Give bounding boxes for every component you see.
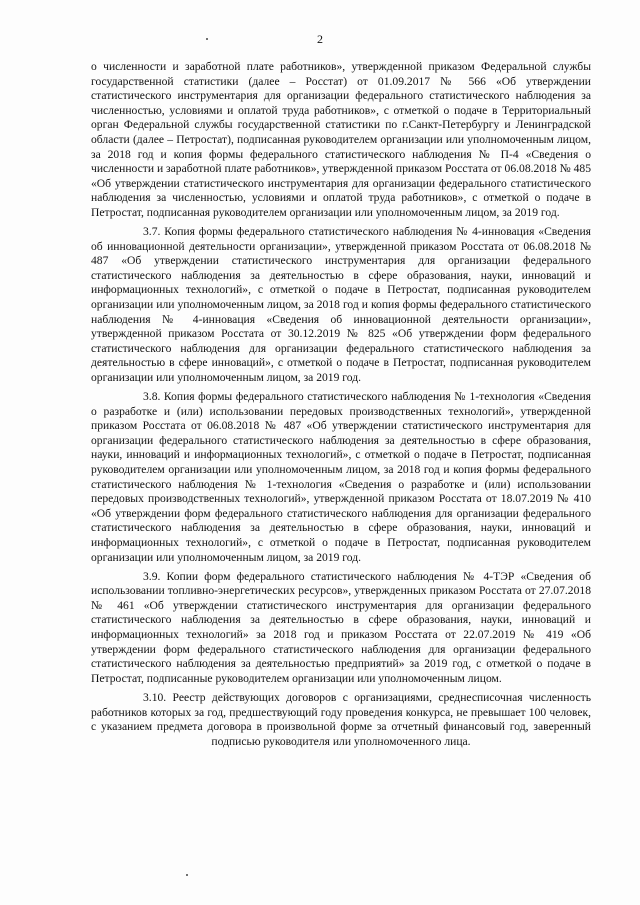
page-number: 2: [317, 32, 323, 46]
paragraph-3-9: 3.9. Копии форм федерального статистического наблюдения № 4-ТЭР «Сведения об использовании топливно-энергетических ресурсов», утвержденных приказом Росстата от 27.07.2018 № 461 «Об утверждении статистического инструментария для организации федерального статистического наблюдения за деятельностью в сфере образования, науки, инноваций и информационных технологий» за 2018 год и приказом Росстата от 22.07.2019 № 419 «Об утверждении форм федерального статистического наблюдения для организации федерального статистического наблюдения за деятельностью предприятий» за 2019 год, с отметкой о подаче в Петростат, подписанные руководителем организации или уполномоченным лицом.: [91, 569, 591, 685]
document-text: [91, 60, 591, 754]
paragraph-3-7: 3.7. Копия формы федерального статистического наблюдения № 4-инновация «Сведения об инновационной деятельности организации», утвержденной приказом Росстата от 06.08.2018 № 487 «Об утверждении статистического инструментария для организации федерального статистического наблюдения за деятельностью в сфере образования, науки, инноваций и информационных технологий», с отметкой о подаче в Петростат, подписанная руководителем организации или уполномоченным лицом, за 2018 год и копия формы федерального статистического наблюдения № 4-инновация «Сведения об инновационной деятельности организации», утвержденной приказом Росстата от 30.12.2019 № 825 «Об утверждении форм федерального статистического наблюдения для организации федерального статистического наблюдения за деятельностью в сфере инноваций», с отметкой о подаче в Петростат, подписанная руководителем организации или уполномоченным лицом, за 2019 год.: [91, 225, 591, 384]
scan-speck: [186, 874, 188, 876]
paragraph-continuation: о численности и заработной плате работников», утвержденной приказом Федеральной службы государственной статистики (далее – Росстат) от 01.09.2017 № 566 «Об утверждении статистического инструментария для организации федерального статистического наблюдения за численностью, условиями и оплатой труда работников», с отметкой о подаче в Территориальный орган Федеральной службы государственной статистики по г.Санкт-Петербургу и Ленинградской области (далее – Петростат), подписанная руководителем организации или уполномоченным лицом, за 2018 год и копия формы федерального статистического наблюдения № П-4 «Сведения о численности и заработной плате работников», утвержденной приказом Росстата от 06.08.2018 № 485 «Об утверждении статистического инструментария для организации федерального статистического наблюдения за численностью, условиями и оплатой труда работников», с отметкой о подаче в Петростат, подписанная руководителем организации или уполномоченным лицом, за 2019 год.: [91, 60, 591, 219]
paragraph-3-10: 3.10. Реестр действующих договоров с организациями, среднесписочная численность работников которых за год, предшествующий году проведения конкурса, не превышает 100 человек, с указанием предмета договора в произвольной форме за отчетный финансовый год, заверенный подписью руководителя или уполномоченного лица.: [91, 690, 591, 748]
paragraph-3-8: 3.8. Копия формы федерального статистического наблюдения № 1-технология «Сведения о разработке и (или) использовании передовых производственных технологий», утвержденной приказом Росстата от 06.08.2018 № 487 «Об утверждении статистического инструментария для организации федерального статистического наблюдения за деятельностью в сфере образования, науки, инноваций и информационных технологий», с отметкой о подаче в Петростат, подписанная руководителем организации или уполномоченным лицом, за 2018 год и копия формы федерального статистического наблюдения № 1-технология «Сведения о разработке и (или) использовании передовых производственных технологий», утвержденной приказом Росстата от 18.07.2019 № 410 «Об утверждении форм федерального статистического наблюдения для организации федерального статистического наблюдения за деятельностью в сфере образования, науки, инноваций и информационных технологий», с отметкой о подаче в Петростат, подписанная руководителем организации или уполномоченным лицом, за 2019 год.: [91, 390, 591, 564]
